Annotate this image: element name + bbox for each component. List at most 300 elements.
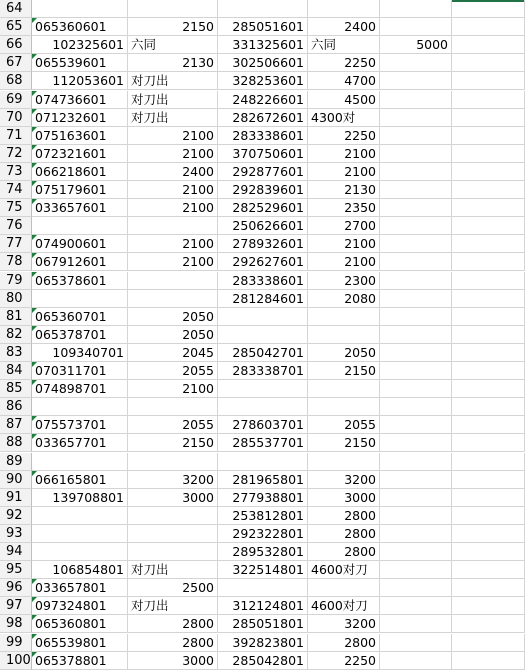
cell-b[interactable] xyxy=(128,561,218,579)
row-header[interactable]: 87 xyxy=(0,416,32,434)
cell-d[interactable] xyxy=(308,272,380,290)
cell-text: 065378701 xyxy=(35,327,107,342)
cell-d[interactable] xyxy=(308,235,380,253)
cell-b[interactable] xyxy=(128,398,218,416)
row-header[interactable]: 82 xyxy=(0,326,32,344)
cell-e[interactable] xyxy=(380,0,452,18)
cell-text: 2100 xyxy=(182,200,214,215)
cell-b[interactable] xyxy=(128,634,218,652)
cell-text: 对刀出 xyxy=(131,92,169,107)
cell-b[interactable] xyxy=(128,253,218,271)
cell-d[interactable] xyxy=(308,91,380,109)
cell-b[interactable] xyxy=(128,18,218,36)
cell-c[interactable] xyxy=(218,489,308,507)
row-header[interactable]: 75 xyxy=(0,199,32,217)
cell-a[interactable] xyxy=(32,652,128,670)
cell-a[interactable] xyxy=(32,615,128,633)
cell-e[interactable] xyxy=(380,54,452,72)
cell-c[interactable] xyxy=(218,398,308,416)
row-header[interactable]: 64 xyxy=(0,0,32,18)
cell-a[interactable] xyxy=(32,579,128,597)
cell-e[interactable] xyxy=(380,272,452,290)
cell-text: 2250 xyxy=(344,128,376,143)
cell-c[interactable] xyxy=(218,380,308,398)
cell-b[interactable] xyxy=(128,181,218,199)
cell-b[interactable] xyxy=(128,217,218,235)
cell-a[interactable] xyxy=(32,127,128,145)
cell-e[interactable] xyxy=(380,579,452,597)
cell-b[interactable] xyxy=(128,199,218,217)
cell-d[interactable] xyxy=(308,615,380,633)
cell-a[interactable] xyxy=(32,54,128,72)
cell-f[interactable] xyxy=(452,235,525,253)
cell-d[interactable] xyxy=(308,181,380,199)
cell-d[interactable] xyxy=(308,489,380,507)
cell-a[interactable] xyxy=(32,597,128,615)
cell-e[interactable] xyxy=(380,525,452,543)
cell-a[interactable] xyxy=(32,145,128,163)
cell-text: 282672601 xyxy=(232,110,304,125)
cell-d[interactable] xyxy=(308,344,380,362)
cell-e[interactable] xyxy=(380,380,452,398)
cell-f[interactable] xyxy=(452,652,525,670)
cell-d[interactable] xyxy=(308,652,380,670)
cell-b[interactable] xyxy=(128,597,218,615)
cell-f[interactable] xyxy=(452,127,525,145)
cell-a[interactable] xyxy=(32,163,128,181)
cell-f[interactable] xyxy=(452,615,525,633)
cell-b[interactable] xyxy=(128,380,218,398)
cell-text: 331325601 xyxy=(232,37,304,52)
cell-c[interactable] xyxy=(218,253,308,271)
cell-f[interactable] xyxy=(452,489,525,507)
cell-d[interactable] xyxy=(308,597,380,615)
row-header[interactable]: 86 xyxy=(0,398,32,416)
cell-d[interactable] xyxy=(308,471,380,489)
cell-a[interactable] xyxy=(32,525,128,543)
cell-a[interactable] xyxy=(32,453,128,471)
cell-f[interactable] xyxy=(452,453,525,471)
cell-text: 2350 xyxy=(344,200,376,215)
row-header[interactable]: 70 xyxy=(0,109,32,127)
cell-d[interactable] xyxy=(308,72,380,90)
cell-f[interactable] xyxy=(452,36,525,54)
cell-text: 253812801 xyxy=(232,508,304,523)
row-header[interactable]: 100 xyxy=(0,652,32,670)
cell-c[interactable] xyxy=(218,145,308,163)
row-header[interactable]: 76 xyxy=(0,217,32,235)
cell-b[interactable] xyxy=(128,434,218,452)
cell-d[interactable] xyxy=(308,326,380,344)
cell-d[interactable] xyxy=(308,453,380,471)
cell-d[interactable] xyxy=(308,163,380,181)
cell-f[interactable] xyxy=(452,543,525,561)
cell-a[interactable] xyxy=(32,91,128,109)
cell-f[interactable] xyxy=(452,471,525,489)
cell-b[interactable] xyxy=(128,416,218,434)
cell-a[interactable] xyxy=(32,217,128,235)
row-header[interactable]: 89 xyxy=(0,453,32,471)
error-indicator-icon xyxy=(32,471,37,476)
cell-e[interactable] xyxy=(380,416,452,434)
cell-c[interactable] xyxy=(218,272,308,290)
cell-e[interactable] xyxy=(380,290,452,308)
cell-c[interactable] xyxy=(218,579,308,597)
cell-a[interactable] xyxy=(32,326,128,344)
cell-e[interactable] xyxy=(380,326,452,344)
cell-c[interactable] xyxy=(218,615,308,633)
cell-c[interactable] xyxy=(218,290,308,308)
cell-b[interactable] xyxy=(128,525,218,543)
cell-f[interactable] xyxy=(452,253,525,271)
row-header[interactable]: 78 xyxy=(0,253,32,271)
cell-f[interactable] xyxy=(452,0,525,18)
cell-d[interactable] xyxy=(308,0,380,18)
cell-e[interactable] xyxy=(380,471,452,489)
cell-d[interactable] xyxy=(308,127,380,145)
cell-c[interactable] xyxy=(218,308,308,326)
cell-text: 2130 xyxy=(182,55,214,70)
cell-text: 4300对 xyxy=(311,110,356,125)
cell-f[interactable] xyxy=(452,145,525,163)
row-header[interactable]: 88 xyxy=(0,434,32,452)
cell-f[interactable] xyxy=(452,72,525,90)
cell-e[interactable] xyxy=(380,308,452,326)
cell-d[interactable] xyxy=(308,253,380,271)
cell-e[interactable] xyxy=(380,453,452,471)
cell-text: 277938801 xyxy=(232,490,304,505)
cell-a[interactable] xyxy=(32,272,128,290)
row-header[interactable]: 84 xyxy=(0,362,32,380)
cell-c[interactable] xyxy=(218,0,308,18)
cell-f[interactable] xyxy=(452,326,525,344)
cell-c[interactable] xyxy=(218,597,308,615)
cell-text: 065539801 xyxy=(35,635,107,650)
cell-b[interactable] xyxy=(128,127,218,145)
cell-c[interactable] xyxy=(218,561,308,579)
cell-e[interactable] xyxy=(380,163,452,181)
cell-f[interactable] xyxy=(452,199,525,217)
row-header[interactable]: 73 xyxy=(0,163,32,181)
cell-b[interactable] xyxy=(128,54,218,72)
cell-e[interactable] xyxy=(380,127,452,145)
cell-b[interactable] xyxy=(128,0,218,18)
cell-a[interactable] xyxy=(32,36,128,54)
cell-d[interactable] xyxy=(308,54,380,72)
cell-f[interactable] xyxy=(452,416,525,434)
cell-a[interactable] xyxy=(32,398,128,416)
cell-d[interactable] xyxy=(308,308,380,326)
cell-text: 2800 xyxy=(344,544,376,559)
cell-e[interactable] xyxy=(380,634,452,652)
cell-a[interactable] xyxy=(32,416,128,434)
cell-d[interactable] xyxy=(308,507,380,525)
cell-a[interactable] xyxy=(32,543,128,561)
row-header[interactable]: 79 xyxy=(0,272,32,290)
row-header[interactable]: 85 xyxy=(0,380,32,398)
cell-c[interactable] xyxy=(218,36,308,54)
cell-c[interactable] xyxy=(218,163,308,181)
cell-e[interactable] xyxy=(380,434,452,452)
cell-text: 292627601 xyxy=(232,254,304,269)
cell-f[interactable] xyxy=(452,18,525,36)
cell-c[interactable] xyxy=(218,362,308,380)
cell-d[interactable] xyxy=(308,380,380,398)
cell-c[interactable] xyxy=(218,453,308,471)
row-header[interactable]: 65 xyxy=(0,18,32,36)
cell-c[interactable] xyxy=(218,54,308,72)
cell-b[interactable] xyxy=(128,579,218,597)
cell-b[interactable] xyxy=(128,489,218,507)
cell-a[interactable] xyxy=(32,72,128,90)
cell-a[interactable] xyxy=(32,0,128,18)
cell-text: 106854801 xyxy=(52,562,124,577)
row-header[interactable]: 69 xyxy=(0,91,32,109)
cell-f[interactable] xyxy=(452,597,525,615)
cell-text: 2050 xyxy=(182,327,214,342)
row-header[interactable]: 93 xyxy=(0,525,32,543)
cell-a[interactable] xyxy=(32,235,128,253)
cell-f[interactable] xyxy=(452,362,525,380)
cell-text: 312124801 xyxy=(232,598,304,613)
cell-d[interactable] xyxy=(308,398,380,416)
cell-d[interactable] xyxy=(308,561,380,579)
cell-b[interactable] xyxy=(128,235,218,253)
cell-b[interactable] xyxy=(128,91,218,109)
cell-c[interactable] xyxy=(218,18,308,36)
cell-e[interactable] xyxy=(380,597,452,615)
cell-a[interactable] xyxy=(32,344,128,362)
cell-b[interactable] xyxy=(128,163,218,181)
row-header[interactable]: 71 xyxy=(0,127,32,145)
row-header[interactable]: 95 xyxy=(0,561,32,579)
cell-b[interactable] xyxy=(128,652,218,670)
cell-e[interactable] xyxy=(380,615,452,633)
cell-f[interactable] xyxy=(452,561,525,579)
cell-e[interactable] xyxy=(380,561,452,579)
cell-f[interactable] xyxy=(452,434,525,452)
cell-d[interactable] xyxy=(308,36,380,54)
cell-e[interactable] xyxy=(380,199,452,217)
cell-text: 2250 xyxy=(344,653,376,668)
cell-b[interactable] xyxy=(128,290,218,308)
cell-c[interactable] xyxy=(218,344,308,362)
cell-d[interactable] xyxy=(308,290,380,308)
cell-f[interactable] xyxy=(452,308,525,326)
cell-e[interactable] xyxy=(380,72,452,90)
cell-f[interactable] xyxy=(452,579,525,597)
cell-b[interactable] xyxy=(128,145,218,163)
cell-f[interactable] xyxy=(452,525,525,543)
cell-c[interactable] xyxy=(218,434,308,452)
cell-c[interactable] xyxy=(218,525,308,543)
cell-text: 2250 xyxy=(344,55,376,70)
cell-a[interactable] xyxy=(32,109,128,127)
cell-c[interactable] xyxy=(218,326,308,344)
cell-c[interactable] xyxy=(218,471,308,489)
cell-a[interactable] xyxy=(32,434,128,452)
cell-c[interactable] xyxy=(218,634,308,652)
cell-e[interactable] xyxy=(380,253,452,271)
cell-text: 074736601 xyxy=(35,92,107,107)
cell-b[interactable] xyxy=(128,272,218,290)
cell-f[interactable] xyxy=(452,398,525,416)
cell-text: 285042801 xyxy=(232,653,304,668)
cell-d[interactable] xyxy=(308,18,380,36)
cell-e[interactable] xyxy=(380,362,452,380)
cell-c[interactable] xyxy=(218,199,308,217)
row-header[interactable]: 90 xyxy=(0,471,32,489)
error-indicator-icon xyxy=(32,181,37,186)
cell-b[interactable] xyxy=(128,471,218,489)
cell-d[interactable] xyxy=(308,579,380,597)
cell-e[interactable] xyxy=(380,145,452,163)
cell-b[interactable] xyxy=(128,543,218,561)
cell-f[interactable] xyxy=(452,272,525,290)
row-header[interactable]: 74 xyxy=(0,181,32,199)
cell-a[interactable] xyxy=(32,561,128,579)
row-header[interactable]: 97 xyxy=(0,597,32,615)
cell-text: 074900601 xyxy=(35,236,107,251)
cell-text: 283338601 xyxy=(232,128,304,143)
cell-c[interactable] xyxy=(218,507,308,525)
row-header[interactable]: 94 xyxy=(0,543,32,561)
cell-e[interactable] xyxy=(380,109,452,127)
cell-d[interactable] xyxy=(308,543,380,561)
cell-b[interactable] xyxy=(128,72,218,90)
error-indicator-icon xyxy=(32,380,37,385)
row-header[interactable]: 98 xyxy=(0,615,32,633)
error-indicator-icon xyxy=(32,362,37,367)
cell-d[interactable] xyxy=(308,634,380,652)
cell-text: 4600对刀 xyxy=(311,562,368,577)
cell-a[interactable] xyxy=(32,18,128,36)
cell-f[interactable] xyxy=(452,344,525,362)
cell-e[interactable] xyxy=(380,489,452,507)
cell-c[interactable] xyxy=(218,181,308,199)
cell-a[interactable] xyxy=(32,471,128,489)
cell-f[interactable] xyxy=(452,380,525,398)
cell-a[interactable] xyxy=(32,507,128,525)
cell-text: 2100 xyxy=(182,381,214,396)
cell-d[interactable] xyxy=(308,109,380,127)
cell-f[interactable] xyxy=(452,217,525,235)
cell-f[interactable] xyxy=(452,163,525,181)
cell-text: 328253601 xyxy=(232,73,304,88)
row-header[interactable]: 91 xyxy=(0,489,32,507)
cell-a[interactable] xyxy=(32,634,128,652)
cell-a[interactable] xyxy=(32,489,128,507)
cell-b[interactable] xyxy=(128,362,218,380)
error-indicator-icon xyxy=(32,199,37,204)
cell-d[interactable] xyxy=(308,199,380,217)
cell-e[interactable] xyxy=(380,36,452,54)
cell-c[interactable] xyxy=(218,416,308,434)
row-header[interactable]: 77 xyxy=(0,235,32,253)
cell-text: 2400 xyxy=(182,164,214,179)
cell-b[interactable] xyxy=(128,344,218,362)
cell-d[interactable] xyxy=(308,416,380,434)
cell-a[interactable] xyxy=(32,290,128,308)
cell-b[interactable] xyxy=(128,36,218,54)
row-header[interactable]: 66 xyxy=(0,36,32,54)
cell-b[interactable] xyxy=(128,109,218,127)
error-indicator-icon xyxy=(32,652,37,657)
cell-text: 2800 xyxy=(344,635,376,650)
cell-a[interactable] xyxy=(32,380,128,398)
cell-e[interactable] xyxy=(380,344,452,362)
cell-d[interactable] xyxy=(308,434,380,452)
cell-text: 102325601 xyxy=(52,37,124,52)
cell-e[interactable] xyxy=(380,217,452,235)
cell-e[interactable] xyxy=(380,652,452,670)
cell-f[interactable] xyxy=(452,507,525,525)
cell-e[interactable] xyxy=(380,18,452,36)
cell-a[interactable] xyxy=(32,181,128,199)
cell-b[interactable] xyxy=(128,615,218,633)
cell-b[interactable] xyxy=(128,453,218,471)
cell-f[interactable] xyxy=(452,181,525,199)
cell-text: 2100 xyxy=(344,236,376,251)
cell-c[interactable] xyxy=(218,91,308,109)
cell-a[interactable] xyxy=(32,362,128,380)
cell-text: 2700 xyxy=(344,218,376,233)
cell-c[interactable] xyxy=(218,235,308,253)
cell-e[interactable] xyxy=(380,91,452,109)
row-header[interactable]: 67 xyxy=(0,54,32,72)
cell-a[interactable] xyxy=(32,308,128,326)
cell-c[interactable] xyxy=(218,217,308,235)
row-header[interactable]: 80 xyxy=(0,290,32,308)
row-header[interactable]: 81 xyxy=(0,308,32,326)
cell-c[interactable] xyxy=(218,652,308,670)
cell-f[interactable] xyxy=(452,634,525,652)
cell-b[interactable] xyxy=(128,326,218,344)
cell-a[interactable] xyxy=(32,253,128,271)
cell-b[interactable] xyxy=(128,507,218,525)
cell-a[interactable] xyxy=(32,199,128,217)
cell-e[interactable] xyxy=(380,181,452,199)
cell-d[interactable] xyxy=(308,145,380,163)
cell-e[interactable] xyxy=(380,507,452,525)
row-header[interactable]: 83 xyxy=(0,344,32,362)
cell-e[interactable] xyxy=(380,398,452,416)
row-header[interactable]: 92 xyxy=(0,507,32,525)
cell-c[interactable] xyxy=(218,543,308,561)
cell-f[interactable] xyxy=(452,290,525,308)
cell-e[interactable] xyxy=(380,235,452,253)
row-header[interactable]: 68 xyxy=(0,72,32,90)
cell-d[interactable] xyxy=(308,525,380,543)
cell-f[interactable] xyxy=(452,109,525,127)
cell-text: 285537701 xyxy=(232,435,304,450)
row-header[interactable]: 96 xyxy=(0,579,32,597)
cell-e[interactable] xyxy=(380,543,452,561)
cell-text: 2400 xyxy=(344,19,376,34)
cell-c[interactable] xyxy=(218,109,308,127)
cell-c[interactable] xyxy=(218,127,308,145)
cell-d[interactable] xyxy=(308,217,380,235)
cell-c[interactable] xyxy=(218,72,308,90)
cell-d[interactable] xyxy=(308,362,380,380)
row-header[interactable]: 72 xyxy=(0,145,32,163)
cell-f[interactable] xyxy=(452,91,525,109)
cell-b[interactable] xyxy=(128,308,218,326)
cell-f[interactable] xyxy=(452,54,525,72)
cell-text: 139708801 xyxy=(52,490,124,505)
row-header[interactable]: 99 xyxy=(0,634,32,652)
cell-text: 4700 xyxy=(344,73,376,88)
